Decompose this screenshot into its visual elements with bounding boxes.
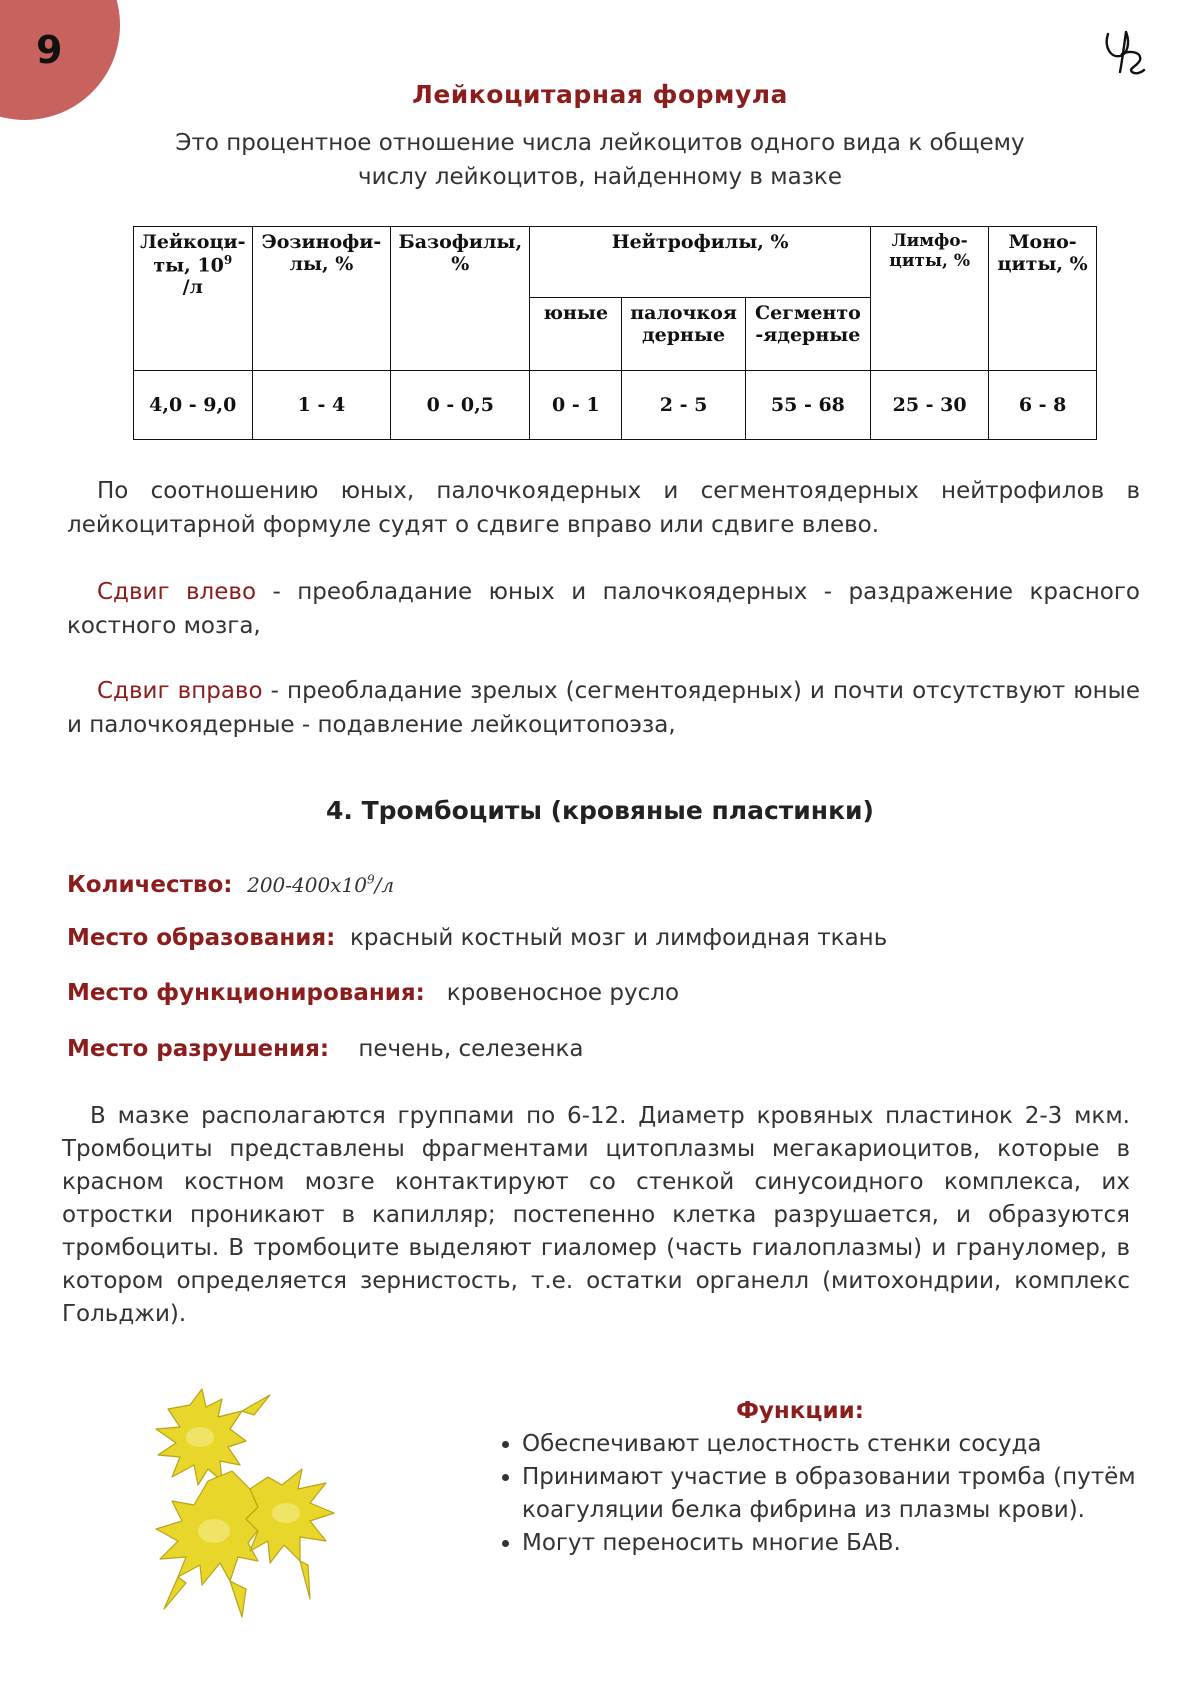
shift-right-paragraph: Сдвиг вправо - преобладание зрелых (сегментоядерных) и почти отсутствуют юные и палочкоядерные - подавление лейкоцитопоэза, (67, 678, 1140, 738)
header-young: юные (530, 298, 622, 371)
value-eosinophils: 1 - 4 (252, 371, 391, 440)
page-number: 9 (36, 28, 63, 72)
header-segmented: Сегменто -ядерные (745, 298, 870, 371)
functions-list (492, 1428, 1172, 1560)
header-basophils: Базофилы, % (391, 227, 530, 371)
header-band: палочкоя дерные (622, 298, 745, 371)
header-lymphocytes: Лимфо-циты, % (871, 227, 989, 371)
fact-count: Количество: $200-400х10^9/л$ (67, 872, 395, 898)
header-monocytes: Моно-циты, % (989, 227, 1097, 371)
value-segmented: 55 - 68 (745, 371, 870, 440)
functions-title: Функции: (736, 1398, 864, 1424)
page-title: Лейкоцитарная формула (412, 80, 788, 109)
shift-left-term: Сдвиг влево (97, 579, 257, 605)
value-band: 2 - 5 (622, 371, 745, 440)
value-monocytes: 6 - 8 (989, 371, 1097, 440)
platelets-illustration (150, 1385, 340, 1625)
value-lymphocytes: 25 - 30 (871, 371, 989, 440)
section-title: 4. Тромбоциты (кровяные пластинки) (326, 796, 874, 825)
fact-function-place: Место функционирования: кровеносное русло (67, 980, 680, 1006)
shift-right-term: Сдвиг вправо (97, 678, 263, 704)
subtitle: Это процентное отношение числа лейкоцитов одного вида к общему числу лейкоцитов, найденному в мазке (175, 130, 1025, 190)
value-young: 0 - 1 (530, 371, 622, 440)
leukocyte-formula-table (133, 226, 1097, 440)
shift-intro-paragraph: По соотношению юных, палочкоядерных и сегментоядерных нейтрофилов в лейкоцитарной формуле судят о сдвиге вправо или сдвиге влево. (67, 478, 1140, 538)
fact-destruction: Место разрушения: печень, селезенка (67, 1036, 584, 1062)
shift-left-paragraph: Сдвиг влево - преобладание юных и палочкоядерных - раздражение красного костного мозга, (67, 579, 1140, 639)
list-item: • Обеспечивают целостность стенки сосуда (522, 1428, 1172, 1461)
list-item: • Принимают участие в образовании тромба (путём коагуляции белка фибрина из плазмы крови). (522, 1461, 1172, 1527)
header-leukocytes: Лейкоци- ты, $10^9$ /л (134, 227, 253, 371)
fact-origin: Место образования: красный костный мозг и лимфоидная ткань (67, 925, 888, 951)
logo-icon (1100, 24, 1148, 76)
list-item: • Могут переносить многие БАВ. (522, 1527, 1172, 1560)
header-eosinophils: Эозинофи-лы, % (252, 227, 391, 371)
value-leukocytes: 4,0 - 9,0 (134, 371, 253, 440)
value-basophils: 0 - 0,5 (391, 371, 530, 440)
header-neutrophils: Нейтрофилы, % (530, 227, 871, 298)
platelets-description: В мазке располагаются группами по 6-12. Диаметр кровяных пластинок 2-3 мкм. Тромбоциты представлены фрагментами цитоплазмы мегакариоцитов, которые в красном костном мозге контактируют со стенкой синусоидного комплекса, их отростки проникают в капилляр; постепенно клетка разрушается, и образуются тромбоциты. В тромбоците выделяют гиаломер (часть гиалоплазмы) и грануломер, в котором определяется зернистость, т.е. остатки органелл (митохондрии, комплекс Гольджи). (62, 1103, 1130, 1327)
